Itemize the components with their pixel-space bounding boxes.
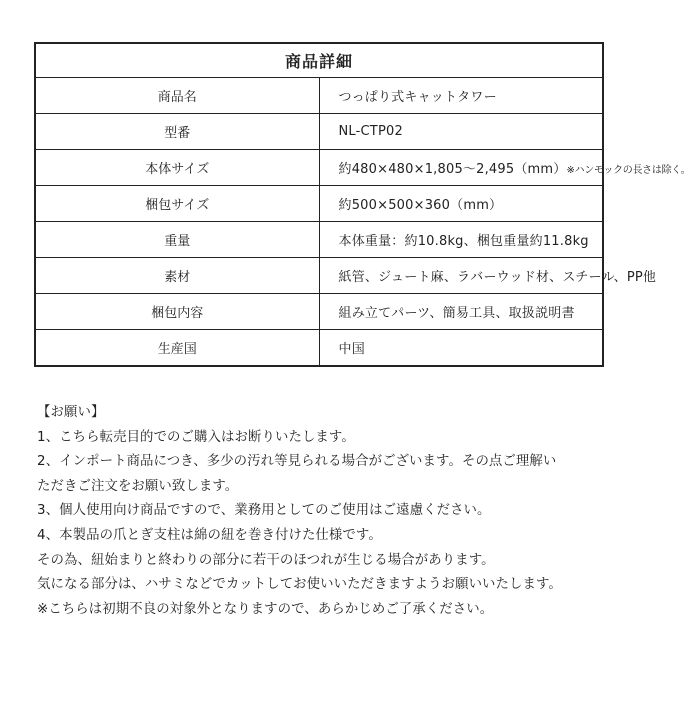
table-row bbox=[35, 78, 603, 114]
row-value-note: ※ハンモックの長さは除く。 bbox=[566, 165, 690, 176]
table-row bbox=[35, 330, 603, 367]
row-value-model-number bbox=[319, 114, 603, 150]
table-row bbox=[35, 114, 603, 150]
notes-line: 気になる部分は、ハサミなどでカットしてお使いいただきますようお願いいたします。 bbox=[37, 577, 562, 593]
row-label-country-of-origin: 生産国 bbox=[35, 330, 319, 367]
row-value-text: NL-CTP02 bbox=[338, 124, 403, 139]
row-label-body-size: 本体サイズ bbox=[35, 150, 319, 186]
row-value-text: 中国 bbox=[338, 342, 365, 357]
notes-line: 1、こちら転売目的でのご購入はお断りいたします。 bbox=[37, 429, 355, 445]
row-value-package-contents bbox=[319, 294, 603, 330]
row-value-text: 約500×500×360（mm） bbox=[338, 198, 503, 213]
notes-heading: 【お願い】 bbox=[37, 405, 105, 420]
table-title: 商品詳細 bbox=[35, 43, 603, 78]
table-row bbox=[35, 222, 603, 258]
row-value-text: 約480×480×1,805〜2,495（mm） bbox=[338, 162, 567, 177]
notes-line: 2、インポート商品につき、多少の汚れ等見られる場合がございます。その点ご理解い bbox=[37, 454, 557, 470]
row-value-text: 紙管、ジュート麻、ラバーウッド材、スチール、PP他 bbox=[338, 270, 657, 285]
notes-line: その為、紐始まりと終わりの部分に若干のほつれが生じる場合があります。 bbox=[37, 552, 495, 568]
notes-line: ただきご注文をお願い致します。 bbox=[37, 478, 239, 494]
row-value-package-size bbox=[319, 186, 603, 222]
table-row bbox=[35, 294, 603, 330]
product-details-table bbox=[34, 42, 690, 367]
row-value-body-size bbox=[319, 150, 690, 186]
notes-line: 4、本製品の爪とぎ支柱は綿の紐を巻き付けた仕様です。 bbox=[37, 527, 382, 543]
row-label-package-size: 梱包サイズ bbox=[35, 186, 319, 222]
row-label-package-contents: 梱包内容 bbox=[35, 294, 319, 330]
notes-line: 3、個人使用向け商品ですので、業務用としてのご使用はご遠慮ください。 bbox=[37, 503, 491, 519]
row-value-material bbox=[319, 258, 657, 294]
table-row bbox=[35, 258, 603, 294]
table-title-row bbox=[35, 43, 603, 78]
row-value-text: つっぱり式キャットタワー bbox=[338, 90, 497, 105]
row-value-product-name bbox=[319, 78, 603, 114]
row-value-country-of-origin bbox=[319, 330, 603, 367]
row-label-material: 素材 bbox=[35, 258, 319, 294]
notes-line: ※こちらは初期不良の対象外となりますので、あらかじめご了承ください。 bbox=[37, 601, 494, 617]
row-label-product-name: 商品名 bbox=[35, 78, 319, 114]
notes-section bbox=[37, 401, 627, 622]
row-label-weight: 重量 bbox=[35, 222, 319, 258]
table-row bbox=[35, 150, 603, 186]
row-label-model-number: 型番 bbox=[35, 114, 319, 150]
row-value-text: 本体重量：約10.8kg、梱包重量約11.8kg bbox=[338, 234, 589, 249]
table-row bbox=[35, 186, 603, 222]
row-value-text: 組み立てパーツ、簡易工具、取扱説明書 bbox=[338, 306, 575, 321]
row-value-weight bbox=[319, 222, 603, 258]
